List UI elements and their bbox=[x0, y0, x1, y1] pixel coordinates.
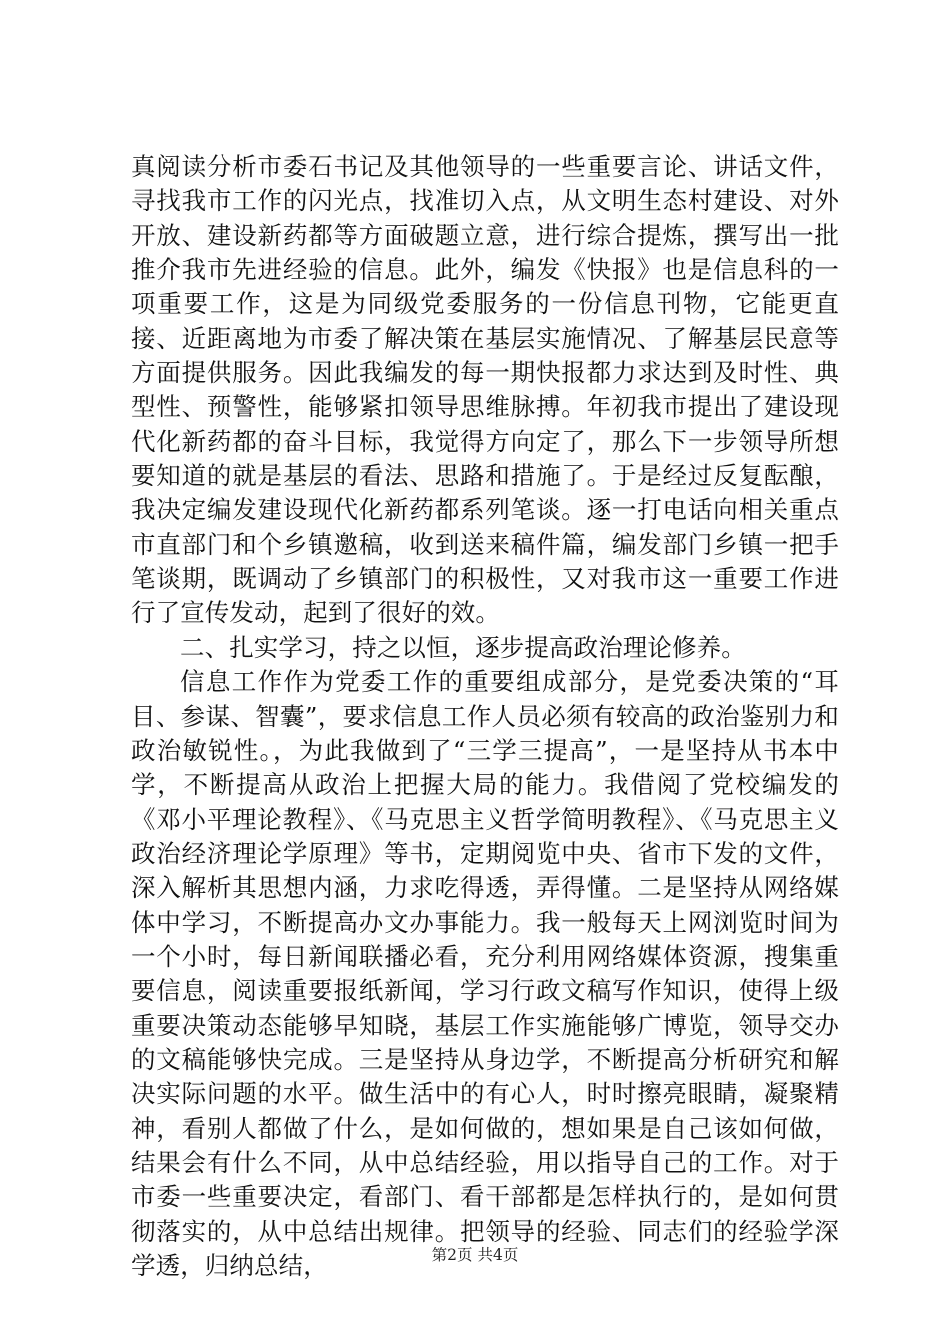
page-number: 第2页 共4页 bbox=[431, 1246, 519, 1264]
page-footer bbox=[0, 1243, 950, 1265]
section-heading: 二、扎实学习，持之以恒，逐步提高政治理论修养。 bbox=[180, 632, 746, 662]
body-paragraph: 信息工作作为党委工作的重要组成部分，是党委决策的“耳目、参谋、智囊”，要求信息工作人员必须有较高的政治鉴别力和政治敏锐性。，为此我做到了“三学三提高”，一是坚持从书本中学，不断提高从政治上把握大局的能力。我借阅了党校编发的《邓小平理论教程》、《马克思主义哲学简明教程》、《马克思主义政治经济理论学原理》等书，定期阅览中央、省市下发的文件，深入解析其思想内涵，力求吃得透，弄得懂。二是坚持从网络媒体中学习，不断提高办文办事能力。我一般每天上网浏览时间为一个小时，每日新闻联播必看，充分利用网络媒体资源，搜集重要信息，阅读重要报纸新闻，学习行政文稿写作知识，使得上级重要决策动态能够早知晓，基层工作实施能够广博览，领导交办的文稿能够快完成。三是坚持从身边学，不断提高分析研究和解决实际问题的水平。做生活中的有心人，时时擦亮眼睛，凝聚精神，看别人都做了什么，是如何做的，想如果是自己该如何做，结果会有什么不同，从中总结经验，用以指导自己的工作。对于市委一些重要决定，看部门、看干部都是怎样执行的，是如何贯彻落实的，从中总结出规律。把领导的经验、同志们的经验学深学透，归纳总结， bbox=[131, 667, 840, 1280]
body-paragraph-continued: 真阅读分析市委石书记及其他领导的一些重要言论、讲话文件，寻找我市工作的闪光点，找准切入点，从文明生态村建设、对外开放、建设新药都等方面破题立意，进行综合提炼，撰写出一批推介我市先进经验的信息。此外，编发《快报》也是信息科的一项重要工作，这是为同级党委服务的一份信息刊物，它能更直接、近距离地为市委了解决策在基层实施情况、了解基层民意等方面提供服务。因此我编发的每一期快报都力求达到及时性、典型性、预警性，能够紧扣领导思维脉搏。年初我市提出了建设现代化新药都的奋斗目标，我觉得方向定了，那么下一步领导所想要知道的就是基层的看法、思路和措施了。于是经过反复酝酿，我决定编发建设现代化新药都系列笔谈。逐一打电话向相关重点市直部门和个乡镇邀稿，收到送来稿件篇，编发部门乡镇一把手笔谈期，既调动了乡镇部门的积极性，又对我市这一重要工作进行了宣传发动，起到了很好的效。 bbox=[131, 152, 839, 628]
page-body bbox=[131, 150, 839, 1283]
